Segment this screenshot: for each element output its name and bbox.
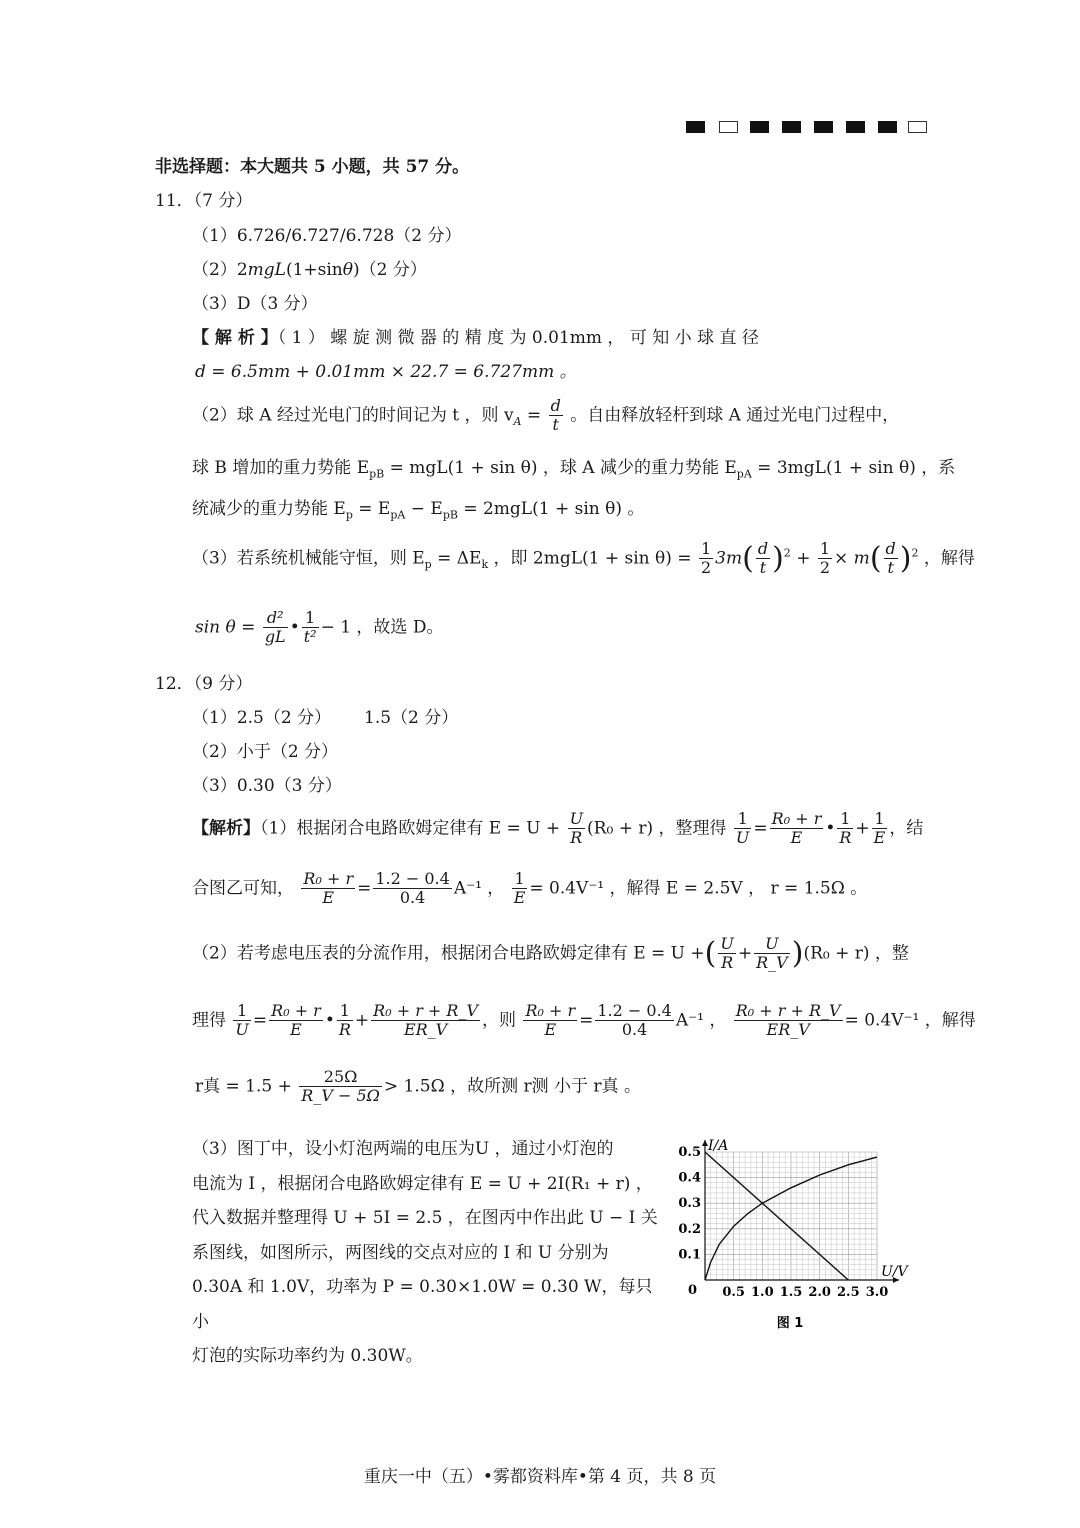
header-mark-filled bbox=[686, 121, 705, 133]
x-tick-label: 3.0 bbox=[865, 1285, 889, 1300]
y-tick-label: 0.1 bbox=[678, 1247, 701, 1263]
figure-1-chart bbox=[672, 1130, 932, 1340]
x-axis-label: U/V bbox=[881, 1264, 908, 1280]
header-mark-empty bbox=[908, 121, 927, 133]
x-tick-label: 0.5 bbox=[722, 1285, 745, 1300]
y-tick-label: 0.4 bbox=[678, 1170, 701, 1186]
header-mark-filled bbox=[782, 121, 801, 133]
q12-jx-p2b: 理得 $\frac{1}{U}$ = $\frac{\text{R₀ + r}}{E}$ • $\frac{1}{R}$ + $\frac{\text{R₀ + r + R\_V}}{ER\_V}$ ，则 $\frac{\text{R₀ + r}}{E}$ = $\frac{1.2 - 0.4}{0.4}$ A⁻¹ ， $\frac{\text{R₀ + r + R\_V}}{ER\_V}$ = 0.4V⁻¹ ，解得 bbox=[192, 1001, 976, 1040]
q11-jx-p2a: （2）球 A 经过光电门的时间记为 t ，则 $v_A$ = $\frac{d}{t}$ 。自由释放轻杆到球 A 通过光电门过程中， bbox=[192, 396, 900, 435]
q11-jx-line2: d = 6.5mm + 0.01mm × 22.7 = 6.727mm 。 bbox=[195, 362, 577, 382]
q11-title: 11．（7 分） bbox=[155, 191, 253, 211]
chart-title: 图 1 bbox=[776, 1316, 804, 1331]
q12-title: 12．（9 分） bbox=[155, 674, 253, 694]
q11-answer-3: （3）D（3 分） bbox=[192, 294, 318, 314]
header-mark-filled bbox=[814, 121, 833, 133]
q12-jx-p3-line: 灯泡的实际功率约为 0.30W。 bbox=[192, 1346, 423, 1366]
q12-answer-1b: 1.5（2 分） bbox=[364, 708, 459, 728]
q12-jx-p3-line: （3）图丁中，设小灯泡两端的电压为U ，通过小灯泡的 bbox=[192, 1139, 614, 1159]
page-footer: 重庆一中（五）•雾都资料库•第 4 页，共 8 页 bbox=[363, 1467, 717, 1487]
q12-jx-p3-line: 0.30A 和 1.0V，功率为 P = 0.30×1.0W = 0.30 W，每只小 bbox=[192, 1277, 653, 1332]
x-tick-label: 2.5 bbox=[837, 1285, 860, 1300]
q12-jx-p2c: r真 = 1.5 + $\frac{25\Omega}{R\_V - 5\Omega}$ > 1.5Ω ，故所测 r测 小于 r真 。 bbox=[195, 1067, 641, 1106]
header-mark-filled bbox=[878, 121, 897, 133]
section-title: 非选择题：本大题共 5 小题，共 57 分。 bbox=[155, 157, 470, 177]
y-tick-label: 0.3 bbox=[678, 1196, 701, 1212]
header-mark-filled bbox=[750, 121, 769, 133]
q11-answer-1: （1）6.726/6.727/6.728（2 分） bbox=[192, 226, 462, 246]
q11-jx-line1: 【 解 析 】（ 1 ） 螺 旋 测 微 器 的 精 度 为 0.01mm ， 可 知 小 球 直 径 bbox=[192, 328, 759, 348]
q11-jx-p3a: （3）若系统机械能守恒，则 $E_p = \Delta E_k$ ，即 2mgL(1 + sin θ) = $\frac{1}{2}$ 3m( $\frac{d}{t}$ )$^2$ + $\frac{1}{2}$ × m( $\frac{d}{t}$ )$^2$ ，解得 bbox=[192, 539, 975, 578]
origin-label: 0 bbox=[687, 1283, 697, 1298]
header-mark-filled bbox=[846, 121, 865, 133]
q12-jx-p2a: （2）若考虑电压表的分流作用，根据闭合电路欧姆定律有 E = U +( $\frac{U}{R}$ + $\frac{U}{R\_V}$ )(R₀ + r) ，整 bbox=[192, 934, 909, 973]
q11-answer-2: （2）2mgL(1+sinθ)（2 分） bbox=[192, 260, 427, 280]
y-axis-label: I/A bbox=[708, 1138, 729, 1154]
load-line-series bbox=[705, 1152, 848, 1280]
q12-answer-2: （2）小于（2 分） bbox=[192, 742, 339, 762]
q12-answer-1a: （1）2.5（2 分） bbox=[192, 708, 332, 728]
y-tick-label: 0.2 bbox=[678, 1221, 701, 1237]
q12-answer-3: （3）0.30（3 分） bbox=[192, 776, 342, 796]
q12-jx-p3-line: 代入数据并整理得 U + 5I = 2.5 ，在图丙中作出此 U − I 关 bbox=[192, 1208, 658, 1228]
x-tick-label: 1.0 bbox=[751, 1285, 774, 1300]
q12-jx-p3 bbox=[192, 1132, 662, 1374]
y-tick-label: 0.5 bbox=[678, 1145, 701, 1160]
q11-jx-p2c: 统减少的重力势能 $E_p = E_{pA} - E_{pB} = 2mgL(1 + \sin \theta)$ 。 bbox=[192, 499, 645, 522]
q12-jx-p1b: 合图乙可知， $\frac{\text{R₀ + r}}{E}$ = $\frac{1.2 - 0.4}{0.4}$ A⁻¹ ， $\frac{1}{E}$ = 0.4V⁻¹ ，解得 E = 2.5V ， r = 1.5Ω 。 bbox=[192, 869, 868, 908]
x-tick-label: 2.0 bbox=[808, 1285, 831, 1300]
q11-jx-p2b: 球 B 增加的重力势能 $E_{pB} = mgL(1 + \sin \theta)$ ，球 A 减少的重力势能 $E_{pA} = 3mgL(1 + \sin \theta)$ ，系 bbox=[192, 458, 956, 481]
chart-svg bbox=[672, 1130, 932, 1340]
x-tick-label: 1.5 bbox=[779, 1285, 803, 1300]
q12-jx-p3-line: 系图线，如图所示，两图线的交点对应的 I 和 U 分别为 bbox=[192, 1242, 609, 1263]
q12-jx-p3-line: 电流为 I ，根据闭合电路欧姆定律有 E = U + 2I(R₁ + r) ， bbox=[192, 1173, 653, 1194]
q11-jx-p3b: sin θ = $\frac{\text{d²}}{gL}$ • $\frac{1}{\text{t²}}$ − 1 ，故选 D。 bbox=[195, 608, 444, 647]
header-mark-empty bbox=[719, 121, 738, 133]
q12-jx-p1a: 【解析】（1）根据闭合电路欧姆定律有 E = U + $\frac{U}{R}$ (R₀ + r) ，整理得 $\frac{1}{U}$ = $\frac{\text{R₀ + r}}{E}$ • $\frac{1}{R}$ + $\frac{1}{E}$ ，结 bbox=[192, 809, 924, 848]
